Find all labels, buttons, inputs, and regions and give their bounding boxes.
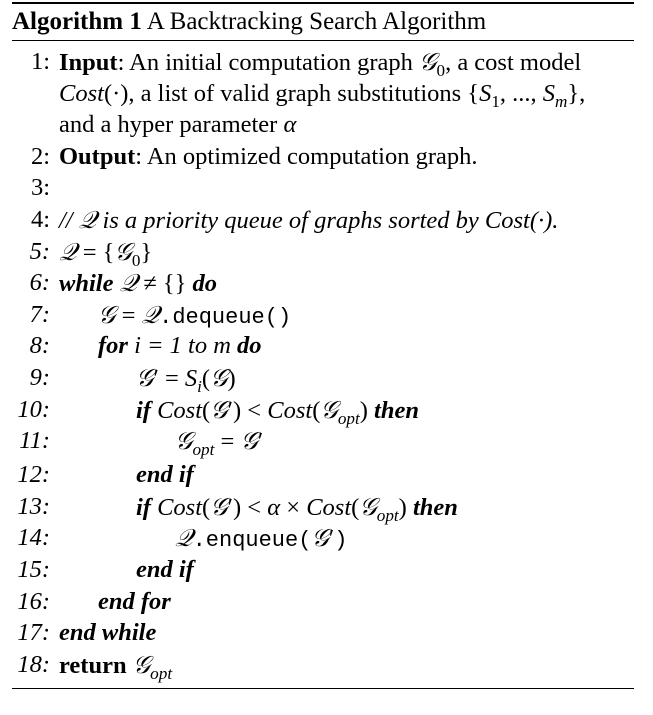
line-content: end while (59, 619, 157, 647)
line-number: 12: (17, 461, 50, 489)
algorithm-line-10 (12, 394, 634, 426)
algorithm-label: Algorithm 1 (12, 8, 142, 35)
line-content: end if (136, 461, 194, 489)
line-number: 15: (17, 555, 50, 583)
algorithm-caption (12, 4, 634, 40)
line-content: if Cost(𝒢′) < α × Cost(𝒢$_{opt}$) then (136, 491, 458, 525)
line-content: end for (98, 587, 171, 615)
algorithm-line-12 (12, 459, 634, 491)
line-content: return 𝒢$_{opt}$ (59, 649, 173, 683)
line-number: 6: (29, 269, 50, 297)
line-number: 1: (30, 48, 50, 75)
line-number: 13: (17, 492, 50, 520)
bottom-rule (12, 688, 634, 689)
algorithm-line-11 (12, 425, 634, 459)
algorithm-line-4 (12, 204, 634, 236)
algorithm-line-3 (12, 172, 634, 204)
line-content: if Cost(𝒢′) < Cost(𝒢$_{opt}$) then (136, 394, 419, 428)
line-content: // 𝒬 is a priority queue of graphs sorted by Cost(·). (59, 204, 559, 234)
algorithm-block (12, 2, 634, 689)
line-number: 8: (29, 332, 50, 360)
algorithm-line-8 (12, 330, 634, 362)
line-number: 14: (17, 524, 50, 552)
algorithm-line-1-cont-b (12, 109, 634, 141)
line-content: while 𝒬 ≠ {} do (59, 268, 218, 298)
line-number: 16: (17, 587, 50, 615)
algorithm-line-16 (12, 586, 634, 618)
algorithm-line-14 (12, 522, 634, 554)
algorithm-title: A Backtracking Search Algorithm (146, 8, 487, 35)
line-number: 5: (29, 237, 50, 265)
line-content: for i = 1 to m do (98, 332, 262, 360)
algorithm-line-6 (12, 267, 634, 299)
line-number: 7: (29, 300, 50, 328)
algorithm-line-13 (12, 491, 634, 523)
algorithm-line-15 (12, 554, 634, 586)
line-number: 2: (30, 142, 50, 170)
line-content: Input: An initial computation graph 𝒢$_0$, a cost model (59, 47, 582, 80)
line-content: Output: An optimized computation graph. (59, 142, 478, 170)
line-content: 𝒢 = 𝒬.dequeue() (98, 299, 292, 330)
line-content: and a hyper parameter α (59, 111, 297, 139)
algorithm-line-2 (12, 141, 634, 173)
line-number: 3: (30, 174, 50, 202)
algorithm-line-7 (12, 299, 634, 331)
line-number: 11: (19, 427, 50, 455)
line-content: 𝒢$_{opt}$ = 𝒢′ (175, 426, 264, 460)
algorithm-lines (12, 46, 634, 683)
algorithm-line-9 (12, 362, 634, 394)
line-content: 𝒬 = {𝒢$_0$} (59, 236, 153, 270)
line-number: 18: (17, 650, 50, 678)
line-number: 17: (17, 619, 50, 647)
line-number: 10: (17, 395, 50, 423)
line-content: 𝒢′ = $S_i(𝒢)$ (136, 362, 236, 396)
algorithm-line-1 (12, 46, 634, 78)
line-content: end if (136, 555, 194, 583)
algorithm-line-17 (12, 617, 634, 649)
line-content: 𝒬.enqueue(𝒢′) (175, 523, 348, 554)
caption-rule (12, 40, 634, 41)
algorithm-line-5 (12, 236, 634, 268)
algorithm-line-1-cont-a (12, 78, 634, 110)
line-content: Cost(·), a list of valid graph substitutions {$S_1$, ..., $S_m$}, (59, 79, 586, 111)
line-number: 4: (30, 205, 50, 233)
line-number: 9: (29, 363, 50, 391)
algorithm-line-18 (12, 649, 634, 681)
